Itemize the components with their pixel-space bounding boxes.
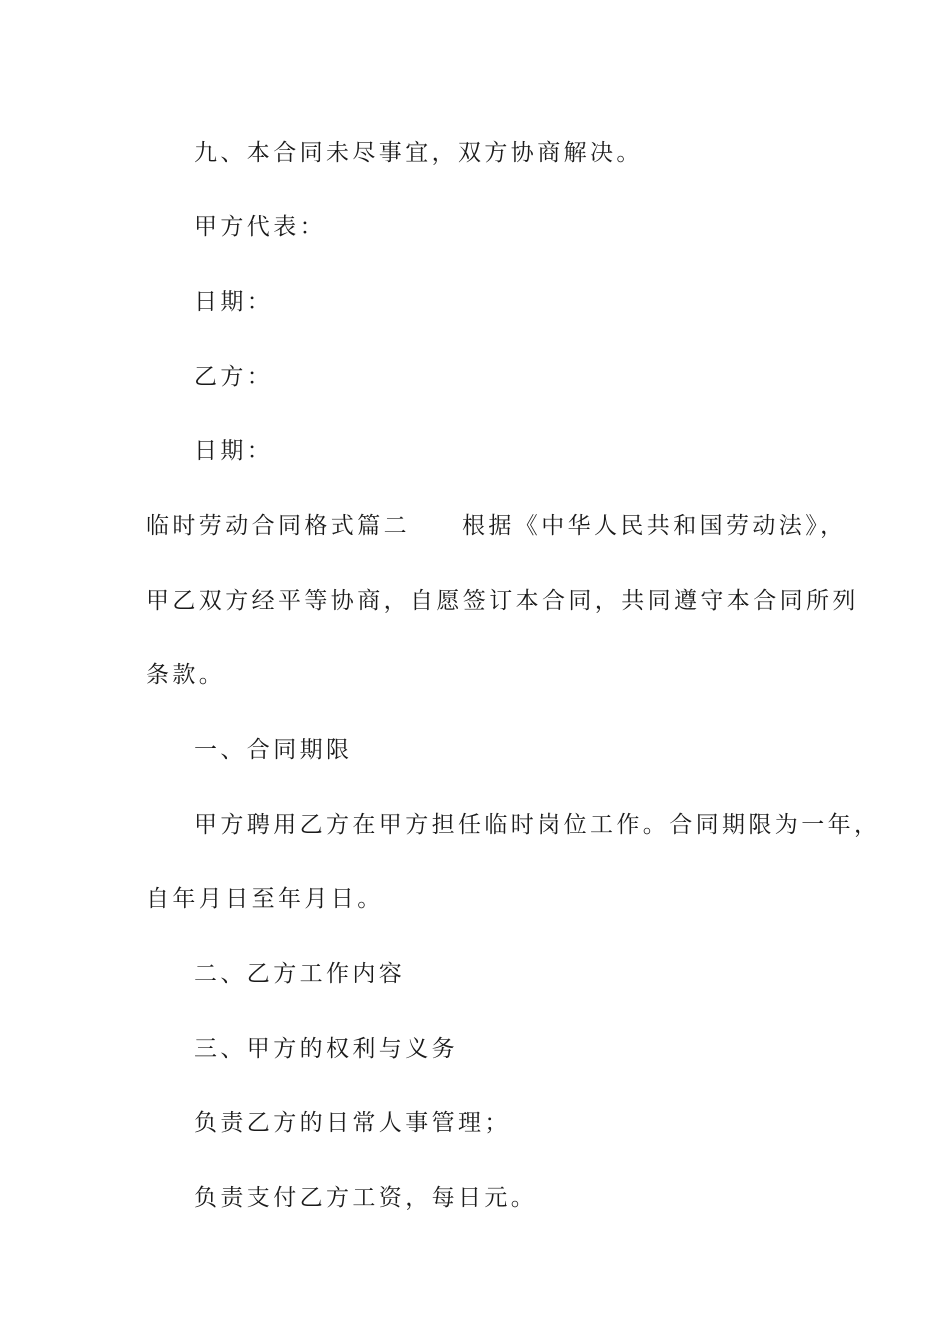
heading-contract-term: 一、合同期限 xyxy=(194,737,353,763)
section-title: 临时劳动合同格式篇二 xyxy=(146,513,410,539)
section-heading-line xyxy=(146,511,847,541)
clause-nine: 九、本合同未尽事宜，双方协商解决。 xyxy=(194,140,643,166)
contract-term-line-1: 甲方聘用乙方在甲方担任临时岗位工作。合同期限为一年， xyxy=(194,812,881,838)
contract-term-line-2: 自年月日至年月日。 xyxy=(146,886,384,912)
section-intro: 根据《中华人民共和国劳动法》， xyxy=(462,513,847,539)
party-a-representative-label: 甲方代表： xyxy=(194,214,326,240)
party-b-label: 乙方： xyxy=(194,364,274,390)
duty-wage-payment: 负责支付乙方工资，每日元。 xyxy=(194,1185,538,1211)
intro-paragraph-line-2: 条款。 xyxy=(146,662,226,688)
date-label-a: 日期： xyxy=(194,289,274,315)
heading-work-content: 二、乙方工作内容 xyxy=(194,961,406,987)
date-label-b: 日期： xyxy=(194,438,274,464)
intro-paragraph-line-1: 甲乙双方经平等协商，自愿签订本合同，共同遵守本合同所列 xyxy=(146,588,859,614)
heading-party-a-rights: 三、甲方的权利与义务 xyxy=(194,1036,458,1062)
duty-personnel-management: 负责乙方的日常人事管理； xyxy=(194,1110,511,1136)
